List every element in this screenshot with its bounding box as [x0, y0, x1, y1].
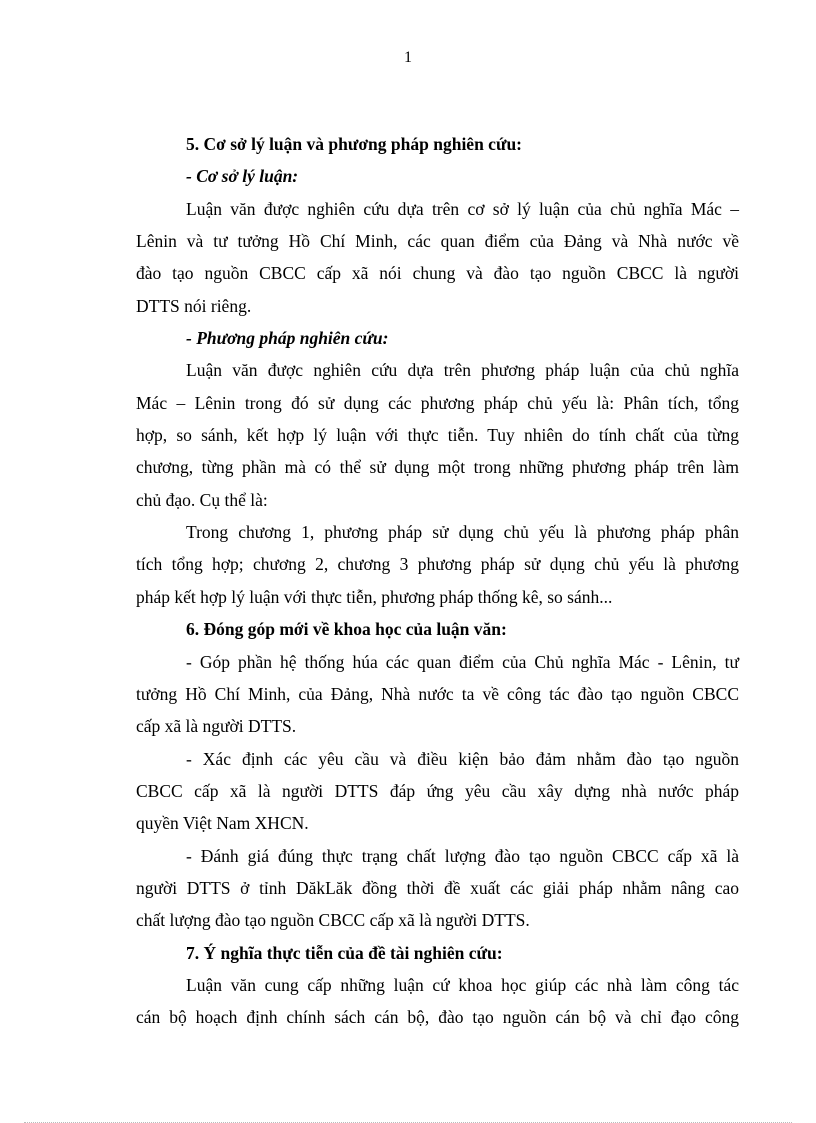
paragraph-line: đào tạo nguồn CBCC cấp xã nói chung và đào tạo nguồn CBCC là người — [136, 263, 739, 284]
bullet-line: người DTTS ở tỉnh DăkLăk đồng thời đề xuất các giải pháp nhằm nâng cao — [136, 877, 739, 898]
subheading-theoretical-basis: - Cơ sở lý luận: — [186, 166, 299, 187]
bullet-line: - Xác định các yêu cầu và điều kiện bảo đảm nhằm đào tạo nguồn — [186, 748, 739, 769]
document-body — [136, 128, 739, 1034]
bullet-line: cấp xã là người DTTS. — [136, 716, 297, 737]
paragraph-line: Luận văn cung cấp những luận cứ khoa học giúp các nhà làm công tác — [186, 974, 739, 995]
bullet-line: - Đánh giá đúng thực trạng chất lượng đào tạo nguồn CBCC cấp xã là — [186, 845, 739, 866]
paragraph-line: pháp kết hợp lý luận với thực tiễn, phương pháp thống kê, so sánh... — [136, 586, 613, 607]
paragraph-line: Luận văn được nghiên cứu dựa trên cơ sở lý luận của chủ nghĩa Mác – — [186, 198, 739, 219]
section-7-heading: 7. Ý nghĩa thực tiễn của đề tài nghiên cứu: — [186, 942, 503, 963]
section-6-heading: 6. Đóng góp mới về khoa học của luận văn: — [186, 619, 507, 640]
bullet-line: tưởng Hồ Chí Minh, của Đảng, Nhà nước ta về công tác đào tạo nguồn CBCC — [136, 683, 739, 704]
subheading-research-method: - Phương pháp nghiên cứu: — [186, 328, 389, 349]
paragraph-line: chương, từng phần mà có thể sử dụng một trong những phương pháp trên làm — [136, 457, 739, 478]
bullet-line: CBCC cấp xã là người DTTS đáp ứng yêu cầu xây dựng nhà nước pháp — [136, 780, 739, 801]
bullet-line: quyền Việt Nam XHCN. — [136, 813, 309, 834]
paragraph-line: Mác – Lênin trong đó sử dụng các phương pháp chủ yếu là: Phân tích, tổng — [136, 392, 739, 413]
paragraph-line: hợp, so sánh, kết hợp lý luận với thực tiễn. Tuy nhiên do tính chất của từng — [136, 425, 739, 446]
bullet-line: - Góp phần hệ thống húa các quan điểm của Chủ nghĩa Mác - Lênin, tư — [186, 651, 739, 672]
paragraph-line: chủ đạo. Cụ thể là: — [136, 489, 268, 510]
paragraph-line: DTTS nói riêng. — [136, 295, 252, 316]
paragraph-line: Luận văn được nghiên cứu dựa trên phương pháp luận của chủ nghĩa — [186, 360, 739, 381]
paragraph-line: cán bộ hoạch định chính sách cán bộ, đào tạo nguồn cán bộ và chỉ đạo công — [136, 1007, 739, 1028]
paragraph-line: tích tổng hợp; chương 2, chương 3 phương pháp sử dụng chủ yếu là phương — [136, 554, 739, 575]
paragraph-line: Trong chương 1, phương pháp sử dụng chủ yếu là phương pháp phân — [186, 522, 739, 543]
section-5-heading: 5. Cơ sở lý luận và phương pháp nghiên cứu: — [186, 134, 523, 154]
paragraph-line: Lênin và tư tưởng Hồ Chí Minh, các quan điểm của Đảng và Nhà nước về — [136, 231, 739, 252]
bullet-line: chất lượng đào tạo nguồn CBCC cấp xã là người DTTS. — [136, 910, 530, 931]
page-number: 1 — [404, 49, 412, 66]
